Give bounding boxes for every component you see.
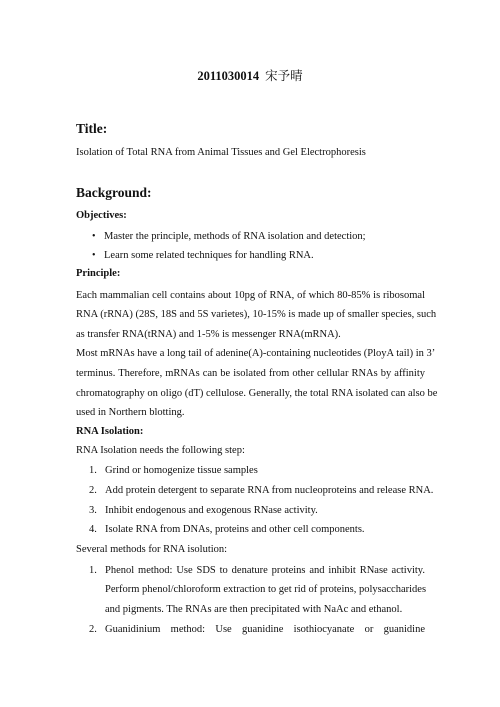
principle-line: RNA (rRNA) (28S, 18S and 5S varietes), 10-15% is made up of smaller species, such: [76, 309, 437, 320]
title-text: Isolation of Total RNA from Animal Tissues and Gel Electrophoresis: [76, 147, 366, 158]
document-header: [0, 66, 500, 84]
student-id: 2011030014: [197, 69, 260, 83]
step-text: Inhibit endogenous and exogenous RNase activity.: [105, 505, 318, 516]
principle-line: Most mRNAs have a long tail of adenine(A)-containing nucleotides (PloyA tail) in 3’: [76, 348, 436, 359]
bullet-icon: •: [92, 231, 96, 242]
principle-heading: Principle:: [76, 268, 121, 279]
rna-isolation-heading: RNA Isolation:: [76, 426, 144, 437]
step-text: Add protein detergent to separate RNA from nucleoproteins and release RNA.: [105, 485, 434, 496]
step-number: 4.: [89, 524, 97, 535]
method-line: Phenol method: Use SDS to denature proteins and inhibit RNase activity.: [105, 565, 425, 576]
principle-line: chromatography on oligo (dT) cellulose. Generally, the total RNA isolated can also be: [76, 388, 438, 399]
method-line: Perform phenol/chloroform extraction to get rid of proteins, polysaccharides: [105, 584, 427, 595]
principle-line: as transfer RNA(tRNA) and 1-5% is messenger RNA(mRNA).: [76, 329, 341, 340]
rna-isolation-intro: RNA Isolation needs the following step:: [76, 445, 245, 456]
method-line: Guanidinium method: Use guanidine isothiocyanate or guanidine: [105, 624, 425, 635]
principle-line: Each mammalian cell contains about 10pg of RNA, of which 80-85% is ribosomal: [76, 290, 425, 301]
method-number: 2.: [89, 624, 97, 635]
method-number: 1.: [89, 565, 97, 576]
title-heading: Title:: [76, 121, 108, 136]
step-text: Grind or homogenize tissue samples: [105, 465, 258, 476]
step-number: 1.: [89, 465, 97, 476]
objective-item: Master the principle, methods of RNA isolation and detection;: [104, 231, 366, 242]
step-number: 2.: [89, 485, 97, 496]
objectives-heading: Objectives:: [76, 210, 127, 221]
step-number: 3.: [89, 505, 97, 516]
student-name: 宋予晴: [265, 69, 303, 83]
principle-line: used in Northern blotting.: [76, 407, 185, 418]
method-line: and pigments. The RNAs are then precipitated with NaAc and ethanol.: [105, 604, 403, 615]
bullet-icon: •: [92, 250, 96, 261]
step-text: Isolate RNA from DNAs, proteins and other cell components.: [105, 524, 365, 535]
principle-line: terminus. Therefore, mRNAs can be isolated from other cellular RNAs by affinity: [76, 368, 425, 379]
methods-intro: Several methods for RNA isolution:: [76, 544, 228, 555]
background-heading: Background:: [76, 185, 152, 200]
objective-item: Learn some related techniques for handling RNA.: [104, 250, 314, 261]
